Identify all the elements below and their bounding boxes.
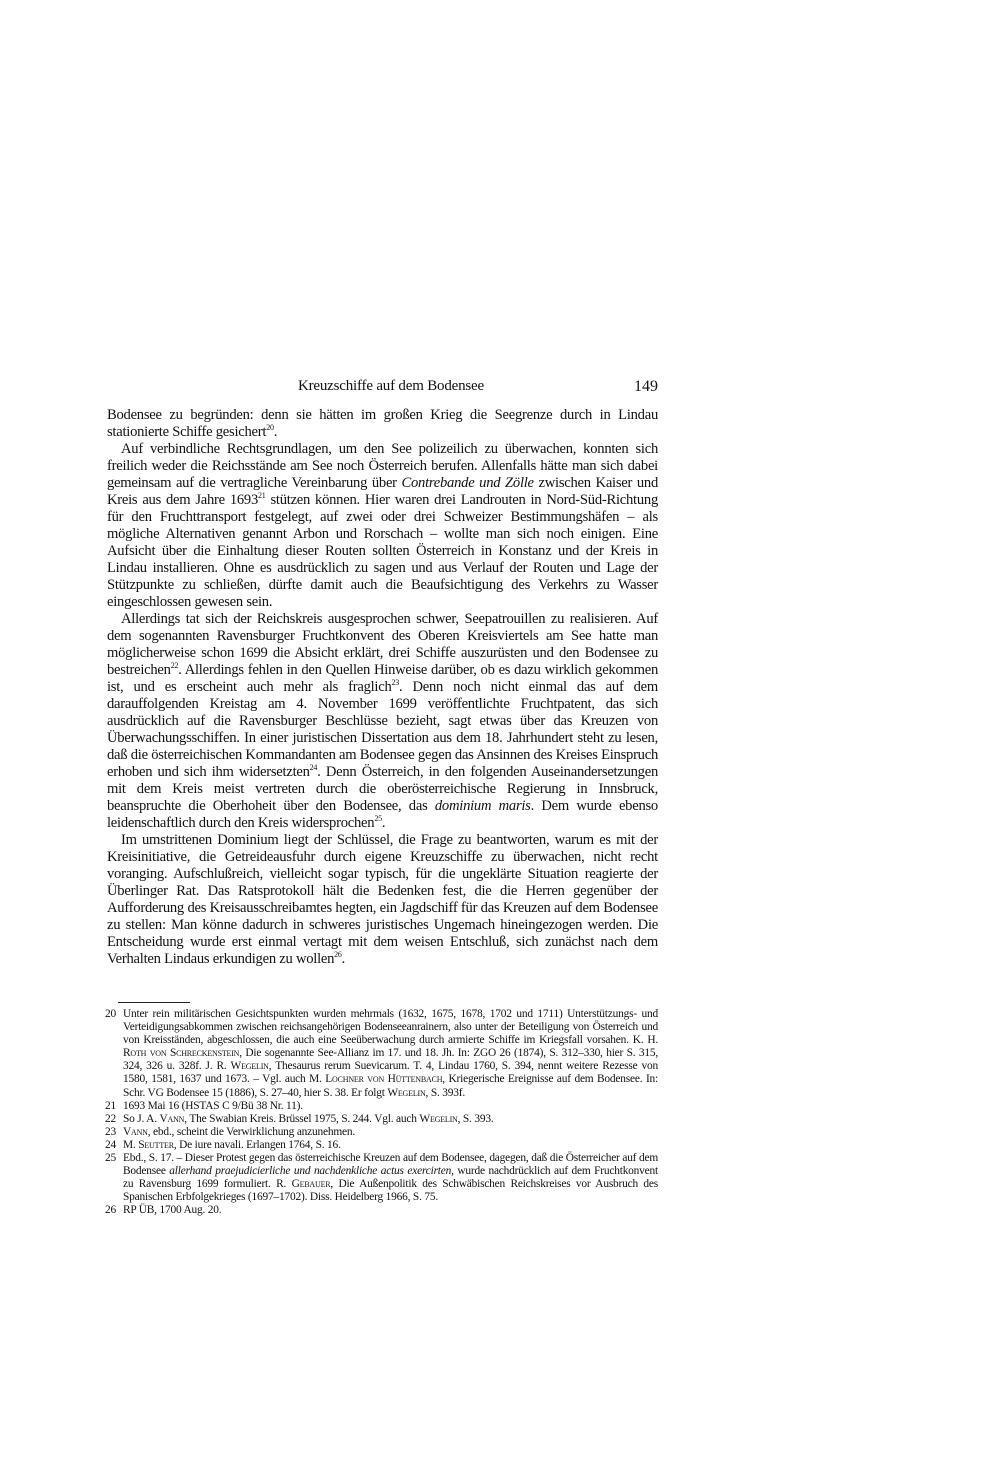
footnote-number: 20 bbox=[105, 1008, 116, 1020]
footnote-ref: 22 bbox=[170, 661, 179, 671]
footnote: 23 Vann, ebd., scheint die Verwirklichung anzunehmen. bbox=[105, 1125, 356, 1138]
body-text bbox=[107, 407, 658, 968]
footnote-number: 22 bbox=[105, 1112, 116, 1125]
footnote-number: 25 bbox=[105, 1152, 116, 1165]
footnote-number: 23 bbox=[105, 1125, 116, 1138]
footnote: 21 1693 Mai 16 (HSTAS C 9/Bü 38 Nr. 11). bbox=[105, 1099, 303, 1112]
footnote-number: 21 bbox=[105, 1099, 116, 1112]
footnote-ref: 26 bbox=[334, 950, 342, 960]
paragraph: Bodensee zu begründen: denn sie hätten im großen Krieg die Seegrenze durch in Lindau stationierte Schiffe gesichert$^{20}$. bbox=[107, 407, 658, 440]
page-number: 149 bbox=[634, 378, 658, 395]
footnote-ref: 25 bbox=[374, 814, 382, 824]
footnote-ref: 21 bbox=[258, 491, 266, 501]
footnote: 25 Ebd., S. 17. – Dieser Protest gegen das österreichische Kreuzen auf dem Bodensee, dagegen, daß die Österreicher auf dem Bodensee allerhand praejudicierliche und nachdenkliche actus exercirten, wurde nachdrücklich auf dem Fruchtkonvent zu Ravensburg 1699 formuliert. R. Gebauer, Die Außenpolitik des Schwäbischen Reichskreises vor Ausbruch des Spanischen Erbfolgekrieges (1697–1702). Diss. Heidelberg 1966, S. 75. bbox=[105, 1152, 658, 1204]
footnote-number: 26 bbox=[105, 1204, 116, 1217]
footnotes bbox=[105, 1008, 658, 1218]
paragraph: Im umstrittenen Dominium liegt der Schlüssel, die Frage zu beantworten, warum es mit der Kreisinitiative, die Getreideausfuhr durch eigene Kreuzschiffe zu überwachen, nicht recht voranging. Aufschlußreich, vielleicht sogar typisch, für die ungeklärte Situation reagierte der Überlinger Rat. Das Ratsprotokoll hält die Bedenken fest, die die Herren gegenüber der Aufforderung des Kreisausschreibamtes hegten, ein Jagdschiff für das Kreuzen auf dem Bodensee zu stellen: Man könne dadurch in schweres juristisches Ungemach hineingezogen werden. Die Entscheidung wurde erst einmal vertagt mit dem weisen Entschluß, sich zunächst nach dem Verhalten Lindaus erkundigen zu wollen$^{26}$. bbox=[107, 832, 658, 967]
paragraph: Auf verbindliche Rechtsgrundlagen, um den See polizeilich zu überwachen, konnten sich freilich weder die Reichsstände am See noch Österreich berufen. Allenfalls hätte man sich dabei gemeinsam auf die vertragliche Vereinbarung über Contrebande und Zölle zwischen Kaiser und Kreis aus dem Jahre 1693$^{21}$ stützen können. Hier waren drei Landrouten in Nord-Süd-Richtung für den Fruchttransport festgelegt, auf zwei oder drei Schweizer Bestimmungshäfen – als mögliche Alternativen genannt Arbon und Rorschach – wollte man sich noch einigen. Eine Aufsicht über die Einhaltung dieser Routen sollten Österreich in Konstanz und der Kreis in Lindau installieren. Ohne es ausdrücklich zu sagen und aus Verlauf der Routen und Lage der Stützpunkte zu schließen, dürfte damit auch die Beaufsichtigung des Verkehrs zu Wasser eingeschlossen gewesen sein. bbox=[107, 441, 658, 610]
footnote: 26 RP ÜB, 1700 Aug. 20. bbox=[105, 1204, 222, 1217]
paragraph: Allerdings tat sich der Reichskreis ausgesprochen schwer, Seepatrouillen zu realisieren. Auf dem sogenannten Ravensburger Fruchtkonvent des Oberen Kreisviertels am See hatte man möglicherweise schon 1699 die Absicht erklärt, drei Schiffe auszurüsten und den Bodensee zu bestreichen$^{22}$. Allerdings fehlen in den Quellen Hinweise darüber, ob es dazu wirklich gekommen ist, und es erscheint auch mehr als fraglich$^{23}$. Denn noch nicht einmal das auf dem darauffolgenden Kreistag am 4. November 1699 veröffentlichte Fruchtpatent, das sich ausdrücklich auf die Ravensburger Beschlüsse bezieht, sagt etwas über das Kreuzen von Überwachungsschiffen. In einer juristischen Dissertation aus dem 18. Jahrhundert steht zu lesen, daß die österreichischen Kommandanten am Bodensee gegen das Ansinnen des Kreises Einspruch erhoben und sich ihm widersetzten$^{24}$. Denn Österreich, in den folgenden Auseinandersetzungen mit dem Kreis meist vertreten durch die oberösterreichische Regierung in Innsbruck, beanspruchte die Oberhoheit über den Bodensee, das dominium maris. Dem wurde ebenso leidenschaftlich durch den Kreis widersprochen$^{25}$. bbox=[107, 611, 658, 831]
italic-phrase: Contrebande und Zölle bbox=[401, 475, 534, 491]
footnote: 22 So J. A. Vann, The Swabian Kreis. Brüssel 1975, S. 244. Vgl. auch Wegelin, S. 393. bbox=[105, 1112, 494, 1125]
footnote-rule bbox=[118, 1002, 190, 1003]
running-title: Kreuzschiffe auf dem Bodensee bbox=[298, 378, 484, 394]
footnote: 20 Unter rein militärischen Gesichtspunkten wurden mehrmals (1632, 1675, 1678, 1702 und 1711) Unterstützungs- und Verteidigungsabkommen zwischen reichsangehörigen Bodenseeanrainern, also unter der Beteiligung von Österreich und von Kreisständen, abgeschlossen, die auch eine Seeüberwachung durch armierte Schiffe im Kriegsfall vorsahen. K. H. Roth von Schreckenstein, Die sogenannte See-Allianz im 17. und 18. Jh. In: ZGO 26 (1874), S. 312–330, hier S. 315, 324, 326 u. 328f. J. R. Wegelin, Thesaurus rerum Suevicarum. T. 4, Lindau 1760, S. 394, nennt weitere Rezesse von 1580, 1581, 1637 und 1673. – Vgl. auch M. Lochner von Hüttenbach, Kriegerische Ereignisse auf dem Bodensee. In: Schr. VG Bodensee 15 (1886), S. 27–40, hier S. 38. Er folgt Wegelin, S. 393f. bbox=[105, 1008, 658, 1099]
footnote-number: 24 bbox=[105, 1138, 116, 1151]
footnote-ref: 23 bbox=[391, 678, 400, 688]
page-header bbox=[298, 378, 658, 402]
italic-phrase: dominium maris bbox=[434, 798, 531, 814]
footnote-ref: 20 bbox=[266, 423, 274, 433]
footnote-ref: 24 bbox=[309, 763, 318, 773]
footnote: 24 M. Seutter, De iure navali. Erlangen 1764, S. 16. bbox=[105, 1138, 341, 1151]
